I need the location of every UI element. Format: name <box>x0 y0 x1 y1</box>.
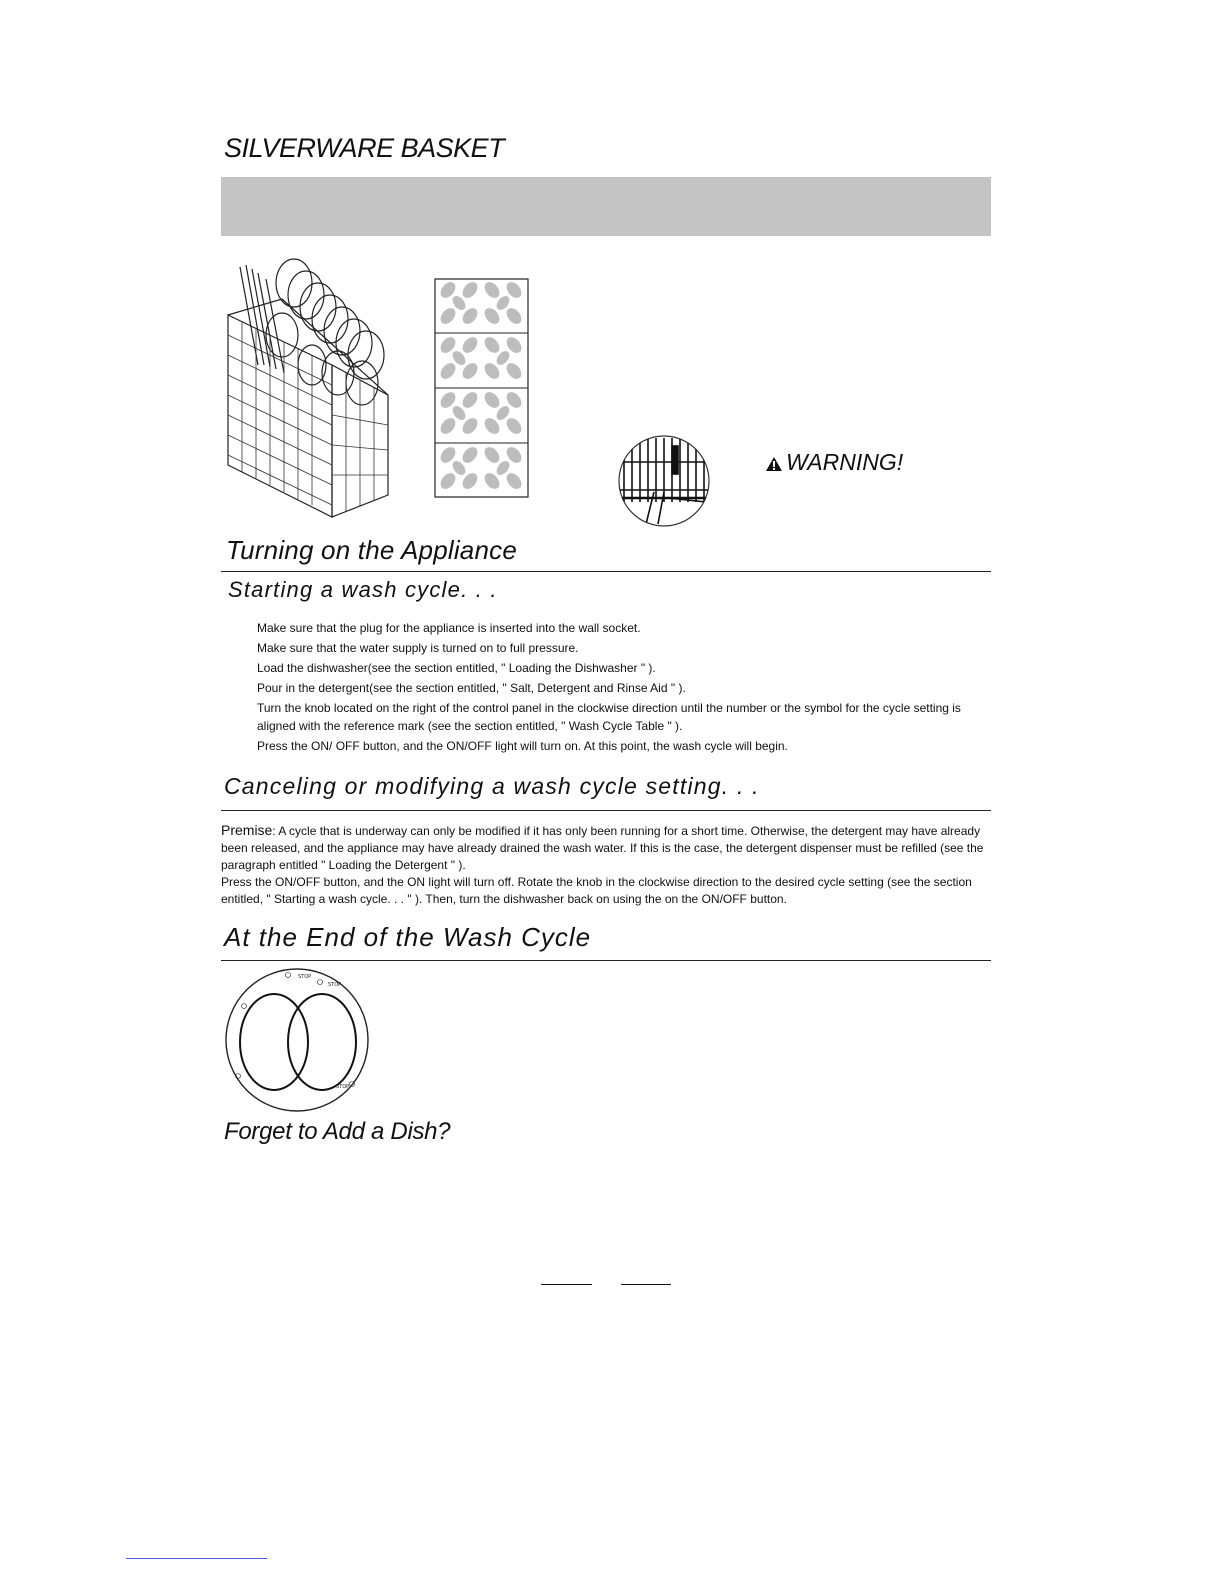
rack-detail-circle <box>616 432 712 530</box>
section-heading-canceling: Canceling or modifying a wash cycle setting. . . <box>224 773 760 799</box>
start-steps-list <box>257 619 987 757</box>
warning-triangle-icon <box>765 456 783 472</box>
section-heading-forget: Forget to Add a Dish? <box>224 1118 451 1145</box>
warning-heading <box>765 449 903 476</box>
footer-rule-right <box>621 1284 671 1285</box>
premise-paragraph <box>221 822 986 874</box>
grey-banner <box>221 177 991 236</box>
dial-label: STOP <box>328 982 342 988</box>
dial-label: STOP <box>298 974 312 980</box>
silverware-basket-illustration <box>222 255 394 520</box>
page-title: SILVERWARE BASKET <box>224 133 505 163</box>
warning-label: WARNING! <box>786 449 904 475</box>
footer-rule-left <box>541 1284 592 1285</box>
section-divider <box>221 960 991 961</box>
premise-label: Premise <box>221 822 273 838</box>
section-divider <box>221 810 991 811</box>
section-divider <box>221 571 991 572</box>
dial-label: STOP <box>336 1084 350 1090</box>
list-item: Press the ON/ OFF button, and the ON/OFF light will turn on. At this point, the wash cycle will begin. <box>257 739 788 753</box>
control-dial-illustration <box>224 966 372 1114</box>
list-item: Pour in the detergent(see the section entitled, " Salt, Detergent and Rinse Aid " ). <box>257 681 686 695</box>
basket-top-view-grid <box>434 278 530 500</box>
subheading-starting: Starting a wash cycle. . . <box>228 577 498 602</box>
premise-text: : A cycle that is underway can only be modified if it has only been running for a short time. Otherwise, the detergent may have already been released, and the appliance may have already drained the wash water. If this is the case, the detergent dispenser must be refilled (see the paragraph entitled " Loading the Detergent " ). <box>221 824 984 872</box>
cancel-instructions: Press the ON/OFF button, and the ON light will turn off. Rotate the knob in the clockwise direction to the desired cycle setting (see the section entitled, " Starting a wash cycle. . . " ). Then, turn the dishwasher back on using the on the ON/OFF button. <box>221 875 972 906</box>
section-heading-end: At the End of the Wash Cycle <box>224 922 592 952</box>
list-item: Make sure that the plug for the appliance is inserted into the wall socket. <box>257 621 641 635</box>
section-heading-turning-on: Turning on the Appliance <box>226 535 517 565</box>
link-underline <box>126 1558 267 1559</box>
list-item: Turn the knob located on the right of the control panel in the clockwise direction until the number or the symbol for the cycle setting is aligned with the reference mark (see the section entitled, " Wash Cycle Table " ). <box>257 701 961 733</box>
list-item: Make sure that the water supply is turned on to full pressure. <box>257 641 579 655</box>
list-item: Load the dishwasher(see the section entitled, " Loading the Dishwasher " ). <box>257 661 656 675</box>
